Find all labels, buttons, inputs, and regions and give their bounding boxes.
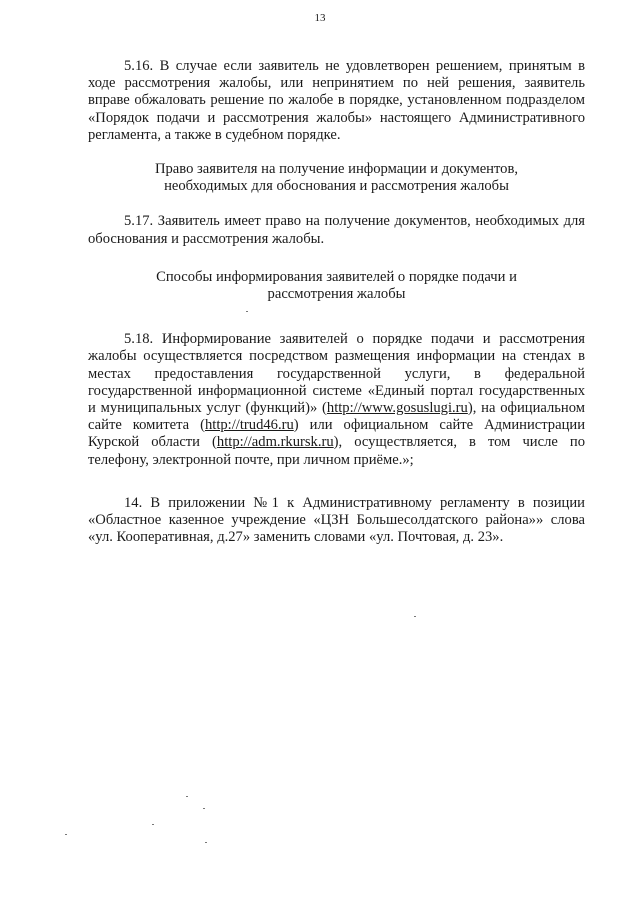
heading-line: рассмотрения жалобы [267,286,406,303]
scan-speck [205,842,207,843]
gosuslugi-link[interactable]: http://www.gosuslugi.ru [326,400,468,417]
paragraph-5-18 [88,331,585,469]
heading-line: Способы информирования заявителей о порядке подачи и [156,268,517,285]
scan-speck [246,311,248,312]
document-body [88,58,585,546]
paragraph-text: 5.18. Информирование заявителей о порядке подачи и рассмотрения жалобы осуществляется посредством размещения информации на стендах в местах предоставления государственной услуги, в федеральной государственной информационной системе «Единый портал государственных и муниципальных услуг (функций)» ( [88,331,585,417]
scan-speck [186,796,188,797]
scan-speck [152,824,154,825]
trud46-link[interactable]: http://trud46.ru [204,417,294,434]
paragraph-text: ), на официальном сайте комитета ( [88,400,585,434]
scan-speck [65,834,67,835]
heading-line: необходимых для обоснования и рассмотрения жалобы [164,178,509,195]
heading-line: Право заявителя на получение информации и документов, [154,161,519,178]
rkursk-link[interactable]: http://adm.rkursk.ru [216,434,334,451]
paragraph-5-16: 5.16. В случае если заявитель не удовлетворен решением, принятым в ходе рассмотрения жалобы, или непринятием по ней решения, заявитель вправе обжаловать решение по жалобе в порядке, установленном подразделом «Порядок подачи и рассмотрения жалобы» настоящего Административного регламента, а также в судебном порядке. [88,58,585,143]
scan-speck [414,616,416,617]
scan-speck [203,808,205,809]
paragraph-text: ), осуществляется, в том числе по телефону, электронной почте, при личном приёме.»; [88,434,585,468]
paragraph-text: ) или официальном сайте Администрации Курской области ( [88,417,586,451]
heading-informing-methods [88,269,585,303]
page-number: 13 [314,12,326,24]
heading-complaint-info-rights [88,161,585,195]
paragraph-14: 14. В приложении №1 к Административному регламенту в позиции «Областное казенное учреждение «ЦЗН Большесолдатского района»» слова «ул. Кооперативная, д.27» заменить словами «ул. Почтовая, д. 23». [88,494,585,546]
paragraph-5-17: 5.17. Заявитель имеет право на получение документов, необходимых для обоснования и рассмотрения жалобы. [88,213,585,247]
